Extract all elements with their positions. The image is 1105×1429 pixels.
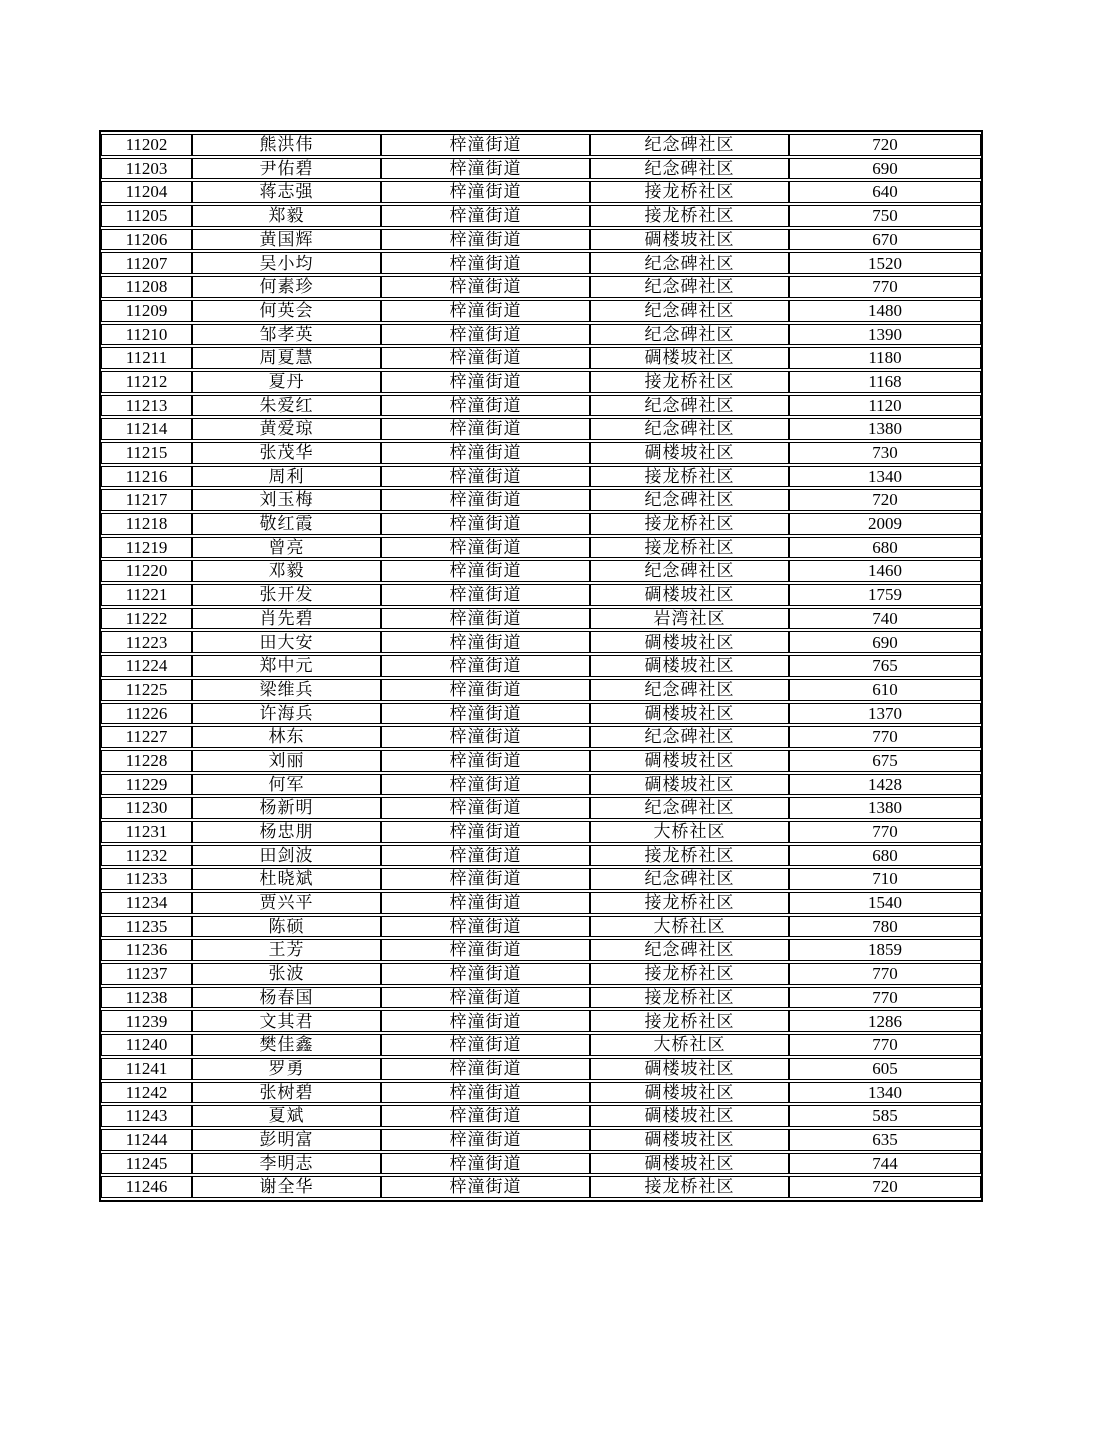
cell-amount: 1168 — [789, 371, 981, 393]
cell-name: 梁维兵 — [192, 679, 381, 701]
cell-community: 纪念碑社区 — [590, 276, 789, 298]
cell-amount: 1390 — [789, 324, 981, 346]
cell-amount: 585 — [789, 1105, 981, 1127]
cell-amount: 1370 — [789, 703, 981, 725]
cell-community: 碉楼坡社区 — [590, 631, 789, 653]
cell-id: 11206 — [101, 229, 192, 251]
cell-amount: 680 — [789, 845, 981, 867]
cell-id: 11203 — [101, 158, 192, 180]
table-row — [101, 868, 981, 890]
table-row — [101, 181, 981, 203]
cell-amount: 1286 — [789, 1010, 981, 1032]
table-row — [101, 750, 981, 772]
cell-community: 碉楼坡社区 — [590, 347, 789, 369]
cell-community: 岩湾社区 — [590, 608, 789, 630]
cell-name: 田大安 — [192, 631, 381, 653]
table-row — [101, 987, 981, 1009]
cell-community: 接龙桥社区 — [590, 1176, 789, 1198]
cell-street: 梓潼街道 — [381, 537, 590, 559]
cell-id: 11204 — [101, 181, 192, 203]
table-row — [101, 1058, 981, 1080]
cell-street: 梓潼街道 — [381, 774, 590, 796]
table-body — [101, 134, 981, 1198]
cell-street: 梓潼街道 — [381, 1129, 590, 1151]
cell-street: 梓潼街道 — [381, 797, 590, 819]
cell-amount: 640 — [789, 181, 981, 203]
cell-id: 11243 — [101, 1105, 192, 1127]
cell-community: 碉楼坡社区 — [590, 750, 789, 772]
table-row — [101, 300, 981, 322]
table-row — [101, 608, 981, 630]
cell-name: 夏丹 — [192, 371, 381, 393]
cell-street: 梓潼街道 — [381, 679, 590, 701]
cell-community: 纪念碑社区 — [590, 252, 789, 274]
cell-community: 纪念碑社区 — [590, 560, 789, 582]
cell-id: 11236 — [101, 939, 192, 961]
cell-name: 黄爱琼 — [192, 418, 381, 440]
table-row — [101, 797, 981, 819]
cell-name: 文其君 — [192, 1010, 381, 1032]
cell-id: 11221 — [101, 584, 192, 606]
table-row — [101, 324, 981, 346]
table-row — [101, 489, 981, 511]
cell-name: 张开发 — [192, 584, 381, 606]
table-row — [101, 1129, 981, 1151]
cell-name: 肖先碧 — [192, 608, 381, 630]
cell-id: 11233 — [101, 868, 192, 890]
cell-community: 碉楼坡社区 — [590, 655, 789, 677]
table-row — [101, 726, 981, 748]
cell-amount: 635 — [789, 1129, 981, 1151]
cell-amount: 770 — [789, 726, 981, 748]
cell-name: 张树碧 — [192, 1082, 381, 1104]
cell-amount: 770 — [789, 821, 981, 843]
cell-street: 梓潼街道 — [381, 703, 590, 725]
cell-amount: 1380 — [789, 797, 981, 819]
cell-community: 碉楼坡社区 — [590, 703, 789, 725]
table-row — [101, 134, 981, 156]
cell-name: 贾兴平 — [192, 892, 381, 914]
cell-street: 梓潼街道 — [381, 134, 590, 156]
cell-id: 11226 — [101, 703, 192, 725]
cell-amount: 744 — [789, 1153, 981, 1175]
table-row — [101, 963, 981, 985]
cell-street: 梓潼街道 — [381, 1082, 590, 1104]
cell-amount: 670 — [789, 229, 981, 251]
cell-community: 接龙桥社区 — [590, 181, 789, 203]
cell-street: 梓潼街道 — [381, 1153, 590, 1175]
cell-amount: 1380 — [789, 418, 981, 440]
cell-community: 碉楼坡社区 — [590, 442, 789, 464]
cell-street: 梓潼街道 — [381, 1058, 590, 1080]
cell-id: 11238 — [101, 987, 192, 1009]
cell-street: 梓潼街道 — [381, 868, 590, 890]
cell-id: 11209 — [101, 300, 192, 322]
table-row — [101, 418, 981, 440]
cell-amount: 1759 — [789, 584, 981, 606]
cell-community: 接龙桥社区 — [590, 371, 789, 393]
cell-street: 梓潼街道 — [381, 1034, 590, 1056]
cell-amount: 1520 — [789, 252, 981, 274]
table-row — [101, 679, 981, 701]
cell-name: 黄国辉 — [192, 229, 381, 251]
table-row — [101, 774, 981, 796]
cell-street: 梓潼街道 — [381, 513, 590, 535]
table-row — [101, 1082, 981, 1104]
cell-name: 罗勇 — [192, 1058, 381, 1080]
cell-name: 张茂华 — [192, 442, 381, 464]
cell-id: 11218 — [101, 513, 192, 535]
cell-street: 梓潼街道 — [381, 939, 590, 961]
cell-name: 张波 — [192, 963, 381, 985]
table-row — [101, 631, 981, 653]
cell-amount: 1428 — [789, 774, 981, 796]
cell-name: 邓毅 — [192, 560, 381, 582]
cell-name: 周利 — [192, 466, 381, 488]
cell-community: 纪念碑社区 — [590, 158, 789, 180]
cell-name: 夏斌 — [192, 1105, 381, 1127]
table-row — [101, 821, 981, 843]
cell-street: 梓潼街道 — [381, 324, 590, 346]
cell-id: 11223 — [101, 631, 192, 653]
cell-street: 梓潼街道 — [381, 1010, 590, 1032]
cell-community: 纪念碑社区 — [590, 679, 789, 701]
cell-amount: 770 — [789, 276, 981, 298]
cell-community: 接龙桥社区 — [590, 466, 789, 488]
cell-amount: 675 — [789, 750, 981, 772]
table-row — [101, 205, 981, 227]
table-row — [101, 395, 981, 417]
cell-name: 杨忠朋 — [192, 821, 381, 843]
cell-community: 碉楼坡社区 — [590, 1058, 789, 1080]
cell-amount: 740 — [789, 608, 981, 630]
cell-community: 纪念碑社区 — [590, 418, 789, 440]
cell-community: 接龙桥社区 — [590, 1010, 789, 1032]
cell-amount: 750 — [789, 205, 981, 227]
cell-street: 梓潼街道 — [381, 276, 590, 298]
cell-name: 刘玉梅 — [192, 489, 381, 511]
cell-name: 吴小均 — [192, 252, 381, 274]
table-row — [101, 158, 981, 180]
table-row — [101, 1176, 981, 1198]
cell-community: 接龙桥社区 — [590, 987, 789, 1009]
cell-amount: 720 — [789, 134, 981, 156]
cell-id: 11227 — [101, 726, 192, 748]
cell-street: 梓潼街道 — [381, 916, 590, 938]
table-row — [101, 703, 981, 725]
cell-street: 梓潼街道 — [381, 987, 590, 1009]
cell-amount: 770 — [789, 1034, 981, 1056]
cell-name: 刘丽 — [192, 750, 381, 772]
table-row — [101, 276, 981, 298]
cell-id: 11245 — [101, 1153, 192, 1175]
cell-amount: 605 — [789, 1058, 981, 1080]
table-row — [101, 466, 981, 488]
cell-id: 11242 — [101, 1082, 192, 1104]
cell-community: 大桥社区 — [590, 916, 789, 938]
cell-community: 纪念碑社区 — [590, 324, 789, 346]
cell-community: 碉楼坡社区 — [590, 1153, 789, 1175]
table-row — [101, 347, 981, 369]
cell-community: 接龙桥社区 — [590, 963, 789, 985]
cell-street: 梓潼街道 — [381, 631, 590, 653]
cell-street: 梓潼街道 — [381, 726, 590, 748]
cell-amount: 1340 — [789, 466, 981, 488]
cell-street: 梓潼街道 — [381, 442, 590, 464]
cell-name: 田剑波 — [192, 845, 381, 867]
cell-community: 接龙桥社区 — [590, 537, 789, 559]
cell-street: 梓潼街道 — [381, 845, 590, 867]
cell-street: 梓潼街道 — [381, 395, 590, 417]
cell-id: 11225 — [101, 679, 192, 701]
cell-street: 梓潼街道 — [381, 229, 590, 251]
cell-id: 11235 — [101, 916, 192, 938]
table-row — [101, 1105, 981, 1127]
cell-id: 11215 — [101, 442, 192, 464]
table-row — [101, 513, 981, 535]
cell-community: 碉楼坡社区 — [590, 1105, 789, 1127]
cell-name: 谢全华 — [192, 1176, 381, 1198]
cell-amount: 720 — [789, 1176, 981, 1198]
cell-name: 杨春国 — [192, 987, 381, 1009]
cell-id: 11217 — [101, 489, 192, 511]
cell-street: 梓潼街道 — [381, 821, 590, 843]
cell-amount: 710 — [789, 868, 981, 890]
cell-id: 11214 — [101, 418, 192, 440]
cell-id: 11216 — [101, 466, 192, 488]
cell-street: 梓潼街道 — [381, 608, 590, 630]
cell-id: 11234 — [101, 892, 192, 914]
cell-street: 梓潼街道 — [381, 466, 590, 488]
cell-id: 11237 — [101, 963, 192, 985]
cell-id: 11220 — [101, 560, 192, 582]
cell-amount: 770 — [789, 963, 981, 985]
cell-street: 梓潼街道 — [381, 158, 590, 180]
cell-community: 碉楼坡社区 — [590, 1082, 789, 1104]
cell-id: 11211 — [101, 347, 192, 369]
cell-community: 大桥社区 — [590, 1034, 789, 1056]
cell-id: 11219 — [101, 537, 192, 559]
cell-amount: 610 — [789, 679, 981, 701]
table-row — [101, 537, 981, 559]
cell-amount: 1340 — [789, 1082, 981, 1104]
cell-name: 王芳 — [192, 939, 381, 961]
cell-community: 纪念碑社区 — [590, 300, 789, 322]
cell-community: 大桥社区 — [590, 821, 789, 843]
cell-name: 何军 — [192, 774, 381, 796]
cell-street: 梓潼街道 — [381, 892, 590, 914]
cell-amount: 770 — [789, 987, 981, 1009]
table-row — [101, 229, 981, 251]
cell-name: 蒋志强 — [192, 181, 381, 203]
cell-name: 敬红霞 — [192, 513, 381, 535]
table-row — [101, 892, 981, 914]
table-row — [101, 916, 981, 938]
cell-community: 碉楼坡社区 — [590, 229, 789, 251]
cell-name: 熊洪伟 — [192, 134, 381, 156]
cell-street: 梓潼街道 — [381, 584, 590, 606]
table-row — [101, 939, 981, 961]
table-row — [101, 845, 981, 867]
cell-street: 梓潼街道 — [381, 181, 590, 203]
cell-street: 梓潼街道 — [381, 1105, 590, 1127]
cell-street: 梓潼街道 — [381, 418, 590, 440]
cell-community: 碉楼坡社区 — [590, 1129, 789, 1151]
table-row — [101, 371, 981, 393]
table-row — [101, 1153, 981, 1175]
cell-name: 林东 — [192, 726, 381, 748]
cell-name: 郑中元 — [192, 655, 381, 677]
cell-amount: 690 — [789, 158, 981, 180]
cell-id: 11208 — [101, 276, 192, 298]
cell-id: 11229 — [101, 774, 192, 796]
cell-amount: 1180 — [789, 347, 981, 369]
cell-amount: 730 — [789, 442, 981, 464]
cell-name: 何英会 — [192, 300, 381, 322]
cell-name: 许海兵 — [192, 703, 381, 725]
cell-street: 梓潼街道 — [381, 655, 590, 677]
cell-name: 尹佑碧 — [192, 158, 381, 180]
cell-id: 11213 — [101, 395, 192, 417]
cell-community: 碉楼坡社区 — [590, 774, 789, 796]
table-row — [101, 584, 981, 606]
cell-community: 接龙桥社区 — [590, 892, 789, 914]
cell-name: 何素珍 — [192, 276, 381, 298]
cell-id: 11244 — [101, 1129, 192, 1151]
cell-community: 纪念碑社区 — [590, 134, 789, 156]
cell-community: 纪念碑社区 — [590, 726, 789, 748]
cell-street: 梓潼街道 — [381, 750, 590, 772]
cell-id: 11239 — [101, 1010, 192, 1032]
cell-id: 11240 — [101, 1034, 192, 1056]
table-row — [101, 1034, 981, 1056]
table-row — [101, 442, 981, 464]
cell-community: 碉楼坡社区 — [590, 584, 789, 606]
cell-amount: 1480 — [789, 300, 981, 322]
cell-community: 纪念碑社区 — [590, 939, 789, 961]
cell-street: 梓潼街道 — [381, 252, 590, 274]
cell-id: 11212 — [101, 371, 192, 393]
cell-id: 11230 — [101, 797, 192, 819]
cell-amount: 1460 — [789, 560, 981, 582]
cell-amount: 780 — [789, 916, 981, 938]
residents-table — [99, 130, 983, 1202]
table-row — [101, 1010, 981, 1032]
cell-id: 11231 — [101, 821, 192, 843]
cell-community: 接龙桥社区 — [590, 845, 789, 867]
cell-amount: 765 — [789, 655, 981, 677]
cell-id: 11205 — [101, 205, 192, 227]
cell-name: 樊佳鑫 — [192, 1034, 381, 1056]
cell-amount: 2009 — [789, 513, 981, 535]
cell-id: 11241 — [101, 1058, 192, 1080]
cell-amount: 720 — [789, 489, 981, 511]
cell-amount: 1540 — [789, 892, 981, 914]
cell-community: 纪念碑社区 — [590, 395, 789, 417]
cell-name: 杨新明 — [192, 797, 381, 819]
cell-name: 邹孝英 — [192, 324, 381, 346]
cell-street: 梓潼街道 — [381, 1176, 590, 1198]
cell-amount: 680 — [789, 537, 981, 559]
cell-street: 梓潼街道 — [381, 560, 590, 582]
cell-community: 纪念碑社区 — [590, 868, 789, 890]
cell-community: 接龙桥社区 — [590, 513, 789, 535]
cell-id: 11202 — [101, 134, 192, 156]
cell-name: 曾亮 — [192, 537, 381, 559]
cell-name: 杜晓斌 — [192, 868, 381, 890]
cell-community: 接龙桥社区 — [590, 205, 789, 227]
cell-name: 李明志 — [192, 1153, 381, 1175]
cell-amount: 1859 — [789, 939, 981, 961]
cell-street: 梓潼街道 — [381, 300, 590, 322]
cell-id: 11224 — [101, 655, 192, 677]
cell-amount: 1120 — [789, 395, 981, 417]
cell-id: 11222 — [101, 608, 192, 630]
cell-street: 梓潼街道 — [381, 347, 590, 369]
cell-street: 梓潼街道 — [381, 205, 590, 227]
cell-id: 11246 — [101, 1176, 192, 1198]
cell-name: 陈硕 — [192, 916, 381, 938]
cell-id: 11232 — [101, 845, 192, 867]
cell-name: 郑毅 — [192, 205, 381, 227]
cell-amount: 690 — [789, 631, 981, 653]
cell-community: 纪念碑社区 — [590, 797, 789, 819]
cell-id: 11228 — [101, 750, 192, 772]
cell-id: 11207 — [101, 252, 192, 274]
cell-community: 纪念碑社区 — [590, 489, 789, 511]
cell-name: 彭明富 — [192, 1129, 381, 1151]
cell-street: 梓潼街道 — [381, 489, 590, 511]
cell-street: 梓潼街道 — [381, 371, 590, 393]
cell-name: 朱爱红 — [192, 395, 381, 417]
cell-street: 梓潼街道 — [381, 963, 590, 985]
table-row — [101, 560, 981, 582]
table-row — [101, 252, 981, 274]
cell-name: 周夏慧 — [192, 347, 381, 369]
table-row — [101, 655, 981, 677]
cell-id: 11210 — [101, 324, 192, 346]
